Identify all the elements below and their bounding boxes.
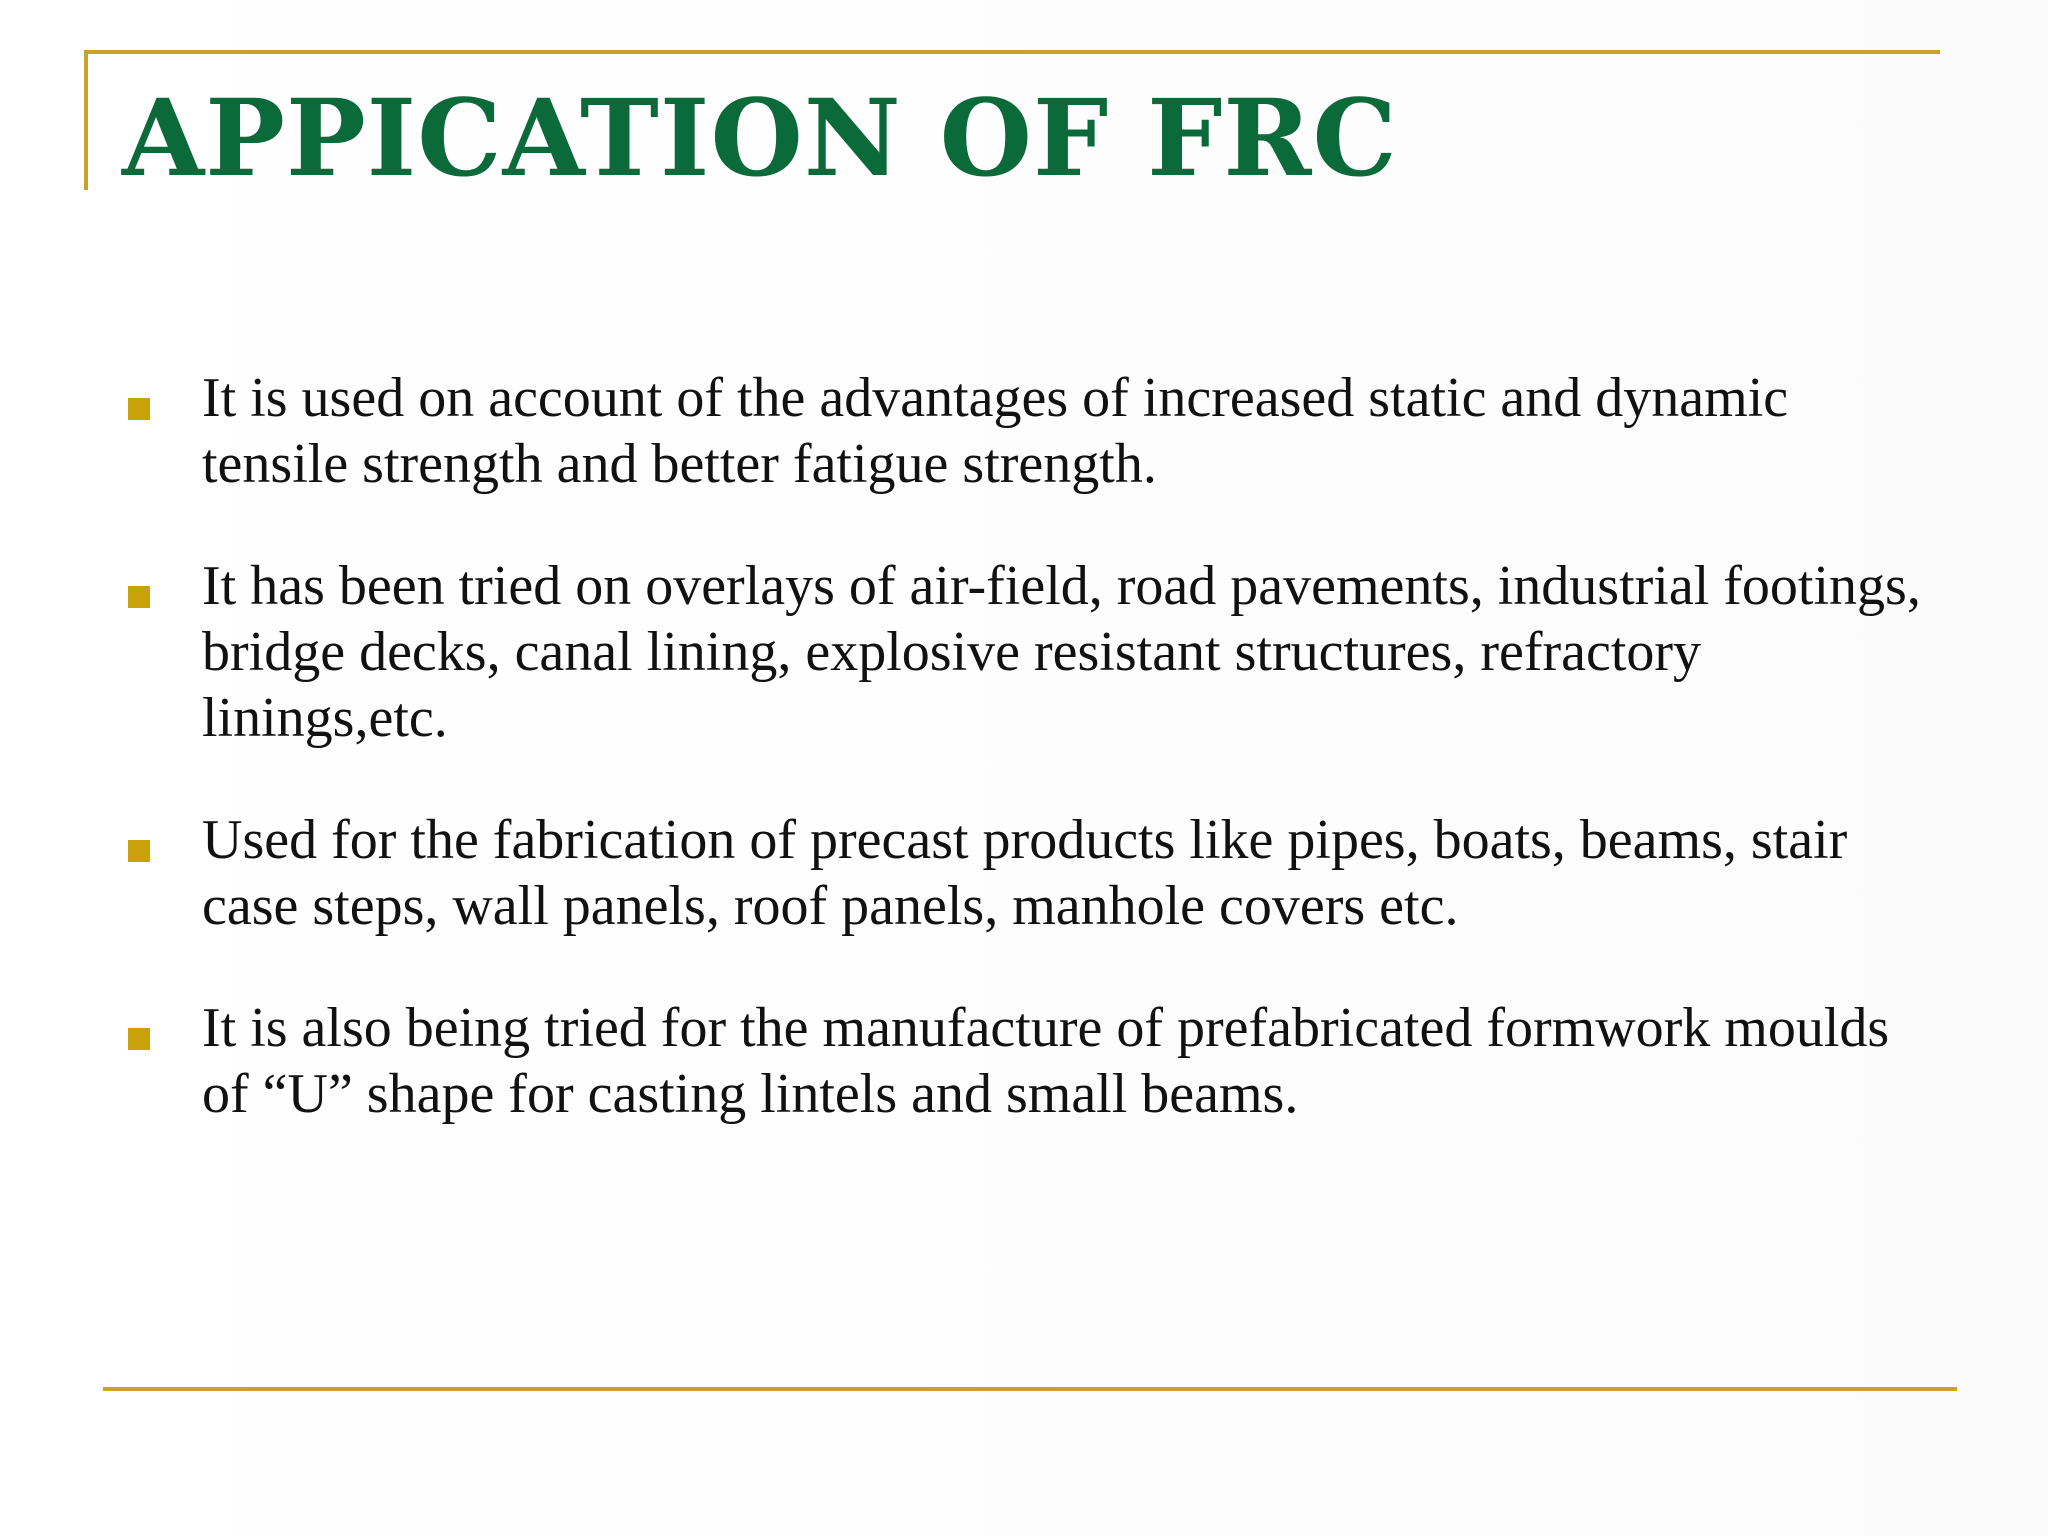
square-bullet-icon — [128, 1028, 150, 1050]
bullet-text: It has been tried on overlays of air-field, road pavements, industrial footings, bridge decks, canal lining, explosive resistant structures, refractory linings,etc. — [202, 555, 1921, 749]
bottom-border-line — [103, 1387, 1957, 1391]
bullet-item — [122, 807, 1922, 939]
square-bullet-icon — [128, 586, 150, 608]
bullet-text: It is also being tried for the manufacture of prefabricated formwork moulds of “U” shape for casting lintels and small beams. — [202, 997, 1890, 1125]
bullet-text: It is used on account of the advantages of increased static and dynamic tensile strength and better fatigue strength. — [202, 367, 1789, 495]
slide-title: APPICATION OF FRC — [122, 75, 1398, 200]
bullet-text: Used for the fabrication of precast products like pipes, boats, beams, stair case steps, wall panels, roof panels, manhole covers etc. — [202, 809, 1848, 937]
bullet-item — [122, 995, 1922, 1127]
square-bullet-icon — [128, 398, 150, 420]
bullet-list — [122, 365, 1922, 1183]
square-bullet-icon — [128, 840, 150, 862]
left-border-line — [84, 50, 88, 190]
bullet-item — [122, 365, 1922, 497]
top-border-line — [84, 50, 1940, 54]
bullet-item — [122, 553, 1922, 751]
